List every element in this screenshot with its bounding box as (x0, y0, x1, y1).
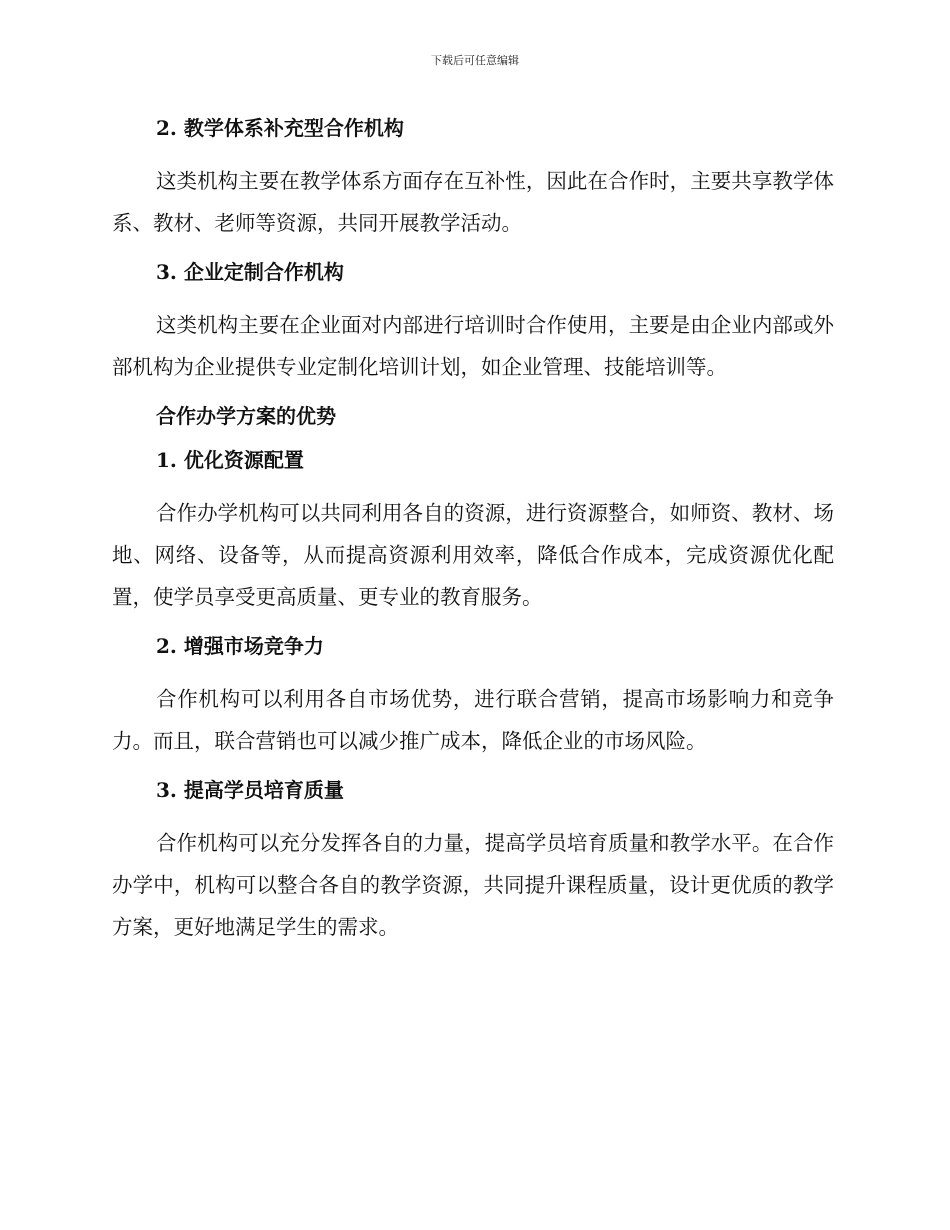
section-heading: 2. 教学体系补充型合作机构 (156, 116, 404, 140)
spacer (112, 476, 834, 492)
paragraph: 这类机构主要在教学体系方面存在互补性，因此在合作时，主要共享教学体系、教材、老师等资源，共同开展教学活动。 (112, 169, 834, 235)
document-body (112, 112, 834, 948)
spacer (112, 144, 834, 160)
spacer (112, 806, 834, 822)
section-heading: 3. 企业定制合作机构 (156, 260, 344, 284)
section-heading: 3. 提高学员培育质量 (156, 778, 344, 802)
spacer (112, 618, 834, 630)
spacer (112, 244, 834, 256)
spacer (112, 432, 834, 444)
section-heading: 1. 优化资源配置 (156, 448, 304, 472)
section-heading: 合作办学方案的优势 (156, 404, 336, 428)
spacer (112, 288, 834, 304)
page-header-note: 下载后可任意编辑 (431, 54, 519, 67)
spacer (112, 762, 834, 774)
paragraph: 合作机构可以利用各自市场优势，进行联合营销，提高市场影响力和竞争力。而且，联合营销也可以减少推广成本，降低企业的市场风险。 (112, 687, 834, 753)
paragraph: 合作机构可以充分发挥各自的力量，提高学员培育质量和教学水平。在合作办学中，机构可以整合各自的教学资源，共同提升课程质量，设计更优质的教学方案，更好地满足学生的需求。 (112, 831, 834, 939)
paragraph: 这类机构主要在企业面对内部进行培训时合作使用，主要是由企业内部或外部机构为企业提供专业定制化培训计划，如企业管理、技能培训等。 (112, 313, 834, 379)
paragraph: 合作办学机构可以共同利用各自的资源，进行资源整合，如师资、教材、场地、网络、设备等，从而提高资源利用效率，降低合作成本，完成资源优化配置，使学员享受更高质量、更专业的教育服务。 (112, 501, 834, 609)
spacer (112, 662, 834, 678)
section-heading: 2. 增强市场竞争力 (156, 634, 324, 658)
spacer (112, 388, 834, 400)
